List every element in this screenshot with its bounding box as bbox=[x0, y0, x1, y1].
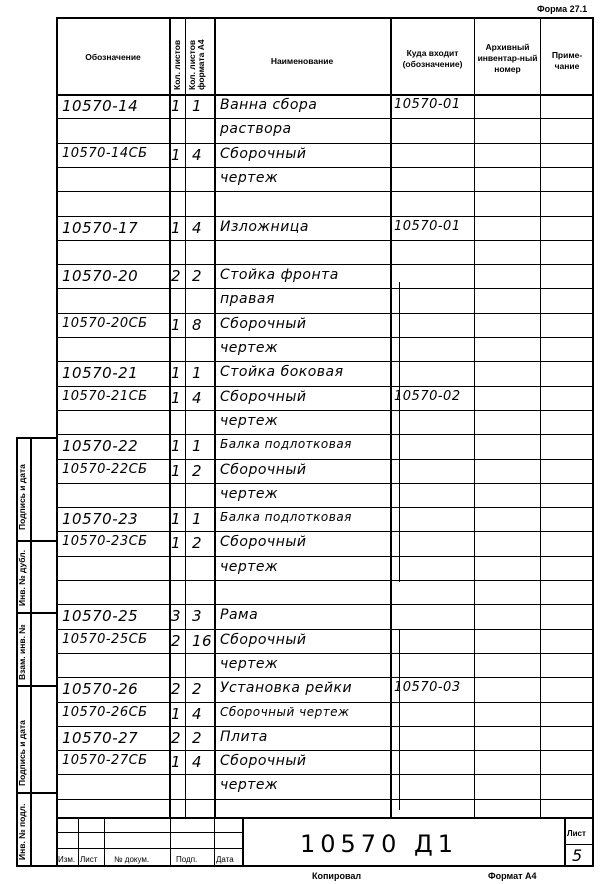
row-line bbox=[56, 507, 594, 508]
margin-sep-3 bbox=[16, 685, 56, 687]
header-sheets-a4-text: Кол. листов формата А4 bbox=[187, 39, 206, 90]
margin-bottom bbox=[16, 865, 56, 867]
cell-n1: 1 bbox=[171, 315, 182, 334]
cell-where: 10570-03 bbox=[394, 680, 461, 696]
margin-top bbox=[16, 437, 56, 439]
cell-n2: 2 bbox=[192, 680, 203, 699]
title-data: Дата bbox=[216, 855, 234, 864]
row-line bbox=[56, 216, 594, 217]
title-col-sheet bbox=[564, 817, 566, 867]
cell-name: чертеж bbox=[220, 169, 279, 186]
cell-n1: 1 bbox=[171, 218, 182, 237]
row-line bbox=[56, 264, 594, 265]
cell-n1: 1 bbox=[171, 364, 182, 383]
row-line bbox=[56, 386, 594, 387]
cell-n1: 1 bbox=[171, 145, 182, 164]
cell-name: Балка подлотковая bbox=[220, 437, 352, 452]
title-block-top bbox=[56, 817, 594, 819]
cell-des: 10570-20СБ bbox=[62, 315, 148, 331]
cell-name: чертеж bbox=[220, 485, 279, 502]
title-sheet-label: Лист bbox=[567, 829, 586, 838]
col-line-4 bbox=[390, 17, 392, 817]
header-note: Приме-чание bbox=[551, 50, 583, 71]
bracket-03 bbox=[393, 630, 400, 810]
cell-des: 10570-14СБ bbox=[62, 145, 148, 161]
cell-name: Сборочный bbox=[220, 461, 307, 478]
header-sheets-a4 bbox=[188, 26, 206, 90]
cell-n1: 1 bbox=[171, 461, 182, 480]
cell-n2: 4 bbox=[192, 753, 203, 772]
cell-n2: 4 bbox=[192, 218, 203, 237]
title-col-izm bbox=[78, 817, 79, 867]
margin-sep-4 bbox=[16, 792, 56, 794]
row-line bbox=[56, 726, 594, 727]
row-line bbox=[56, 434, 594, 435]
cell-name: Сборочный чертеж bbox=[220, 704, 350, 719]
cell-name: Сборочный bbox=[220, 534, 307, 551]
col-line-6 bbox=[540, 17, 541, 817]
header-archive-no: Архивный инвентар-ный номер bbox=[477, 42, 538, 74]
cell-n1: 2 bbox=[171, 267, 182, 286]
cell-name: Установка рейки bbox=[220, 680, 353, 697]
cell-name: чертеж bbox=[220, 412, 279, 429]
cell-n2: 4 bbox=[192, 145, 203, 164]
row-line bbox=[56, 410, 594, 411]
row-line bbox=[56, 604, 594, 605]
cell-name: чертеж bbox=[220, 340, 279, 356]
title-col-data bbox=[242, 817, 244, 867]
cell-n2: 4 bbox=[192, 704, 203, 723]
row-line bbox=[56, 459, 594, 460]
row-line bbox=[56, 531, 594, 532]
row-line bbox=[56, 774, 594, 775]
row-line bbox=[56, 118, 594, 119]
cell-where: 10570-01 bbox=[394, 218, 461, 234]
cell-name: Изложница bbox=[220, 218, 309, 235]
col-line-3 bbox=[214, 17, 216, 817]
cell-n1: 1 bbox=[171, 437, 182, 456]
cell-n2: 2 bbox=[192, 534, 203, 553]
cell-des: 10570-21 bbox=[62, 364, 139, 383]
cell-where: 10570-01 bbox=[394, 97, 461, 112]
document-code: 10570 Д1 bbox=[300, 830, 458, 858]
cell-n2: 8 bbox=[192, 315, 203, 334]
cell-n2: 4 bbox=[192, 388, 203, 407]
row-line bbox=[56, 361, 594, 362]
margin-sign-date-2: Подпись и дата bbox=[17, 720, 27, 786]
cell-name: Сборочный bbox=[220, 388, 307, 405]
title-sheet-sep bbox=[564, 844, 594, 845]
cell-n2: 1 bbox=[192, 510, 203, 529]
cell-n1: 2 bbox=[171, 728, 182, 747]
cell-name: Сборочный bbox=[220, 315, 307, 332]
cell-name: чертеж bbox=[220, 558, 279, 575]
cell-n1: 1 bbox=[171, 534, 182, 553]
cell-des: 10570-25СБ bbox=[62, 631, 148, 647]
margin-line-b bbox=[30, 437, 32, 867]
row-line bbox=[56, 240, 594, 241]
margin-inv-dubl: Инв. № дубл. bbox=[17, 549, 27, 606]
row-line bbox=[56, 653, 594, 654]
cell-name: чертеж bbox=[220, 777, 279, 794]
row-line bbox=[56, 702, 594, 703]
header-sheets-count: Кол. листов bbox=[172, 39, 182, 90]
title-podp: Подп. bbox=[176, 855, 198, 864]
cell-des: 10570-25 bbox=[62, 607, 139, 626]
footer-format: Формат А4 bbox=[488, 871, 537, 881]
cell-des: 10570-21СБ bbox=[62, 388, 148, 404]
header-designation: Обозначение bbox=[85, 52, 141, 62]
cell-des: 10570-27 bbox=[62, 728, 139, 747]
row-line bbox=[56, 191, 594, 192]
cell-where: 10570-02 bbox=[394, 388, 461, 404]
cell-n2: 1 bbox=[192, 437, 203, 456]
cell-n2: 1 bbox=[192, 97, 203, 115]
cell-n1: 2 bbox=[171, 631, 182, 650]
row-line bbox=[56, 483, 594, 484]
header-separator bbox=[56, 94, 594, 96]
margin-vzam-inv: Взам. инв. № bbox=[17, 624, 27, 680]
cell-name: Стойка боковая bbox=[220, 364, 344, 381]
row-line bbox=[56, 677, 594, 678]
cell-name: правая bbox=[220, 291, 275, 308]
cell-n1: 3 bbox=[171, 607, 182, 626]
cell-name: Сборочный bbox=[220, 145, 307, 162]
margin-sep-1 bbox=[16, 540, 56, 542]
cell-name: Сборочный bbox=[220, 753, 307, 770]
cell-n1: 1 bbox=[171, 704, 182, 723]
row-line bbox=[56, 337, 594, 338]
row-line bbox=[56, 167, 594, 168]
cell-des: 10570-14 bbox=[62, 97, 139, 115]
row-line bbox=[56, 556, 594, 557]
cell-n2: 16 bbox=[192, 631, 213, 650]
cell-n2: 2 bbox=[192, 461, 203, 480]
cell-des: 10570-26 bbox=[62, 680, 139, 699]
title-col-doc bbox=[170, 817, 171, 867]
cell-name: Балка подлотковая bbox=[220, 510, 352, 525]
col-line-2 bbox=[185, 17, 186, 817]
cell-n1: 2 bbox=[171, 680, 182, 699]
col-line-5 bbox=[474, 17, 475, 817]
margin-inv-podl: Инв. № подл. bbox=[17, 803, 27, 860]
cell-des: 10570-20 bbox=[62, 267, 139, 286]
title-list: Лист bbox=[80, 855, 98, 864]
cell-name: Ванна сбора bbox=[220, 97, 318, 113]
title-doc-no: № докум. bbox=[114, 855, 150, 864]
margin-sign-date-1: Подпись и дата bbox=[17, 464, 27, 530]
sheet-number: 5 bbox=[572, 846, 583, 865]
cell-des: 10570-17 bbox=[62, 218, 139, 237]
cell-n1: 1 bbox=[171, 388, 182, 407]
row-line bbox=[56, 799, 594, 800]
title-izm: Изм. bbox=[58, 855, 76, 864]
bracket-02 bbox=[393, 282, 400, 582]
title-col-list bbox=[104, 817, 105, 867]
cell-name: чертеж bbox=[220, 655, 279, 672]
header-where-used: Куда входит (обозначение) bbox=[402, 48, 463, 69]
cell-des: 10570-22СБ bbox=[62, 461, 148, 477]
form-label: Форма 27.1 bbox=[537, 4, 588, 14]
cell-name: Сборочный bbox=[220, 631, 307, 648]
cell-n2: 3 bbox=[192, 607, 203, 626]
row-line bbox=[56, 580, 594, 581]
cell-name: Рама bbox=[220, 607, 259, 624]
row-line bbox=[56, 750, 594, 751]
row-line bbox=[56, 629, 594, 630]
cell-des: 10570-22 bbox=[62, 437, 139, 456]
title-col-podp bbox=[214, 817, 215, 867]
row-line bbox=[56, 313, 594, 314]
cell-des: 10570-23СБ bbox=[62, 534, 148, 550]
margin-sep-2 bbox=[16, 612, 56, 614]
header-name: Наименование bbox=[270, 56, 334, 66]
cell-name: Стойка фронта bbox=[220, 267, 339, 284]
cell-n1: 1 bbox=[171, 753, 182, 772]
cell-n2: 2 bbox=[192, 728, 203, 747]
row-line bbox=[56, 288, 594, 289]
cell-name: Плита bbox=[220, 728, 268, 745]
cell-name: раствора bbox=[220, 121, 292, 138]
cell-des: 10570-27СБ bbox=[62, 753, 148, 769]
cell-n2: 2 bbox=[192, 267, 203, 286]
cell-n1: 1 bbox=[171, 97, 182, 115]
row-line bbox=[56, 143, 594, 144]
cell-des: 10570-26СБ bbox=[62, 704, 148, 720]
footer-copied: Копировал bbox=[312, 871, 362, 881]
cell-n1: 1 bbox=[171, 510, 182, 529]
cell-des: 10570-23 bbox=[62, 510, 139, 529]
cell-n2: 1 bbox=[192, 364, 203, 383]
